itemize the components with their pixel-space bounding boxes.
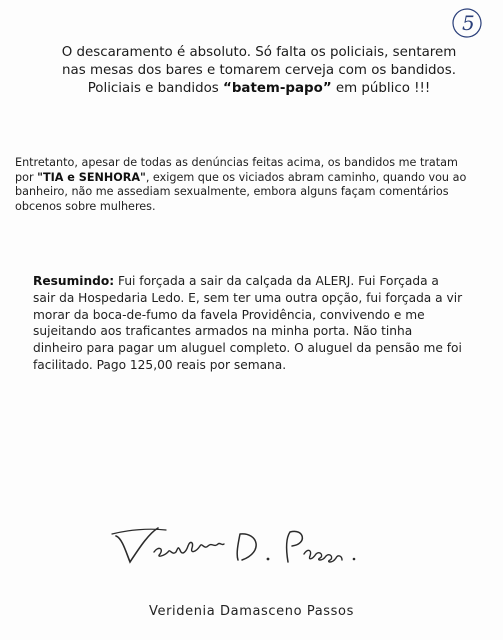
emphasis-batem-papo: “batem-papo” bbox=[223, 81, 332, 96]
paragraph-complaint bbox=[50, 44, 468, 98]
svg-text:5: 5 bbox=[462, 11, 475, 35]
paragraph-treatment-text: Entretanto, apesar de todas as denúncias feitas acima, os bandidos me tratam por bbox=[15, 156, 458, 184]
paragraph-summary bbox=[33, 273, 463, 374]
emphasis-tia-senhora: "TIA e SENHORA" bbox=[37, 170, 146, 184]
summary-lead: Resumindo: bbox=[33, 274, 115, 288]
summary-text: Fui forçada a sair da calçada da ALERJ. Fui Forçada a sair da Hospedaria Ledo. E, sem ter uma outra opção, fui forçada a vir morar da boca-de-fumo da favela Providência, convivendo e me sujeitando aos traficantes armados na minha porta. Não tinha dinheiro para pagar um aluguel completo. O aluguel da pensão me foi facilitado. Pago 125,00 reais por semana. bbox=[33, 274, 463, 372]
signatory-name: Veridenia Damasceno Passos bbox=[149, 604, 354, 619]
handwritten-signature bbox=[108, 522, 363, 572]
paragraph-complaint-text: O descaramento é absoluto. Só falta os policiais, sentarem nas mesas dos bares e tomarem cerveja com os bandidos. Policiais e bandidos bbox=[61, 45, 457, 96]
paragraph-treatment-end: , exigem que os viciados abram caminho, quando vou ao banheiro, não me assediam sexualmente, embora alguns façam comentários obcenos sobre mulheres. bbox=[15, 170, 467, 213]
paragraph-treatment bbox=[15, 156, 477, 214]
handwritten-page-number bbox=[449, 6, 485, 40]
paragraph-complaint-end: em público !!! bbox=[331, 81, 431, 96]
